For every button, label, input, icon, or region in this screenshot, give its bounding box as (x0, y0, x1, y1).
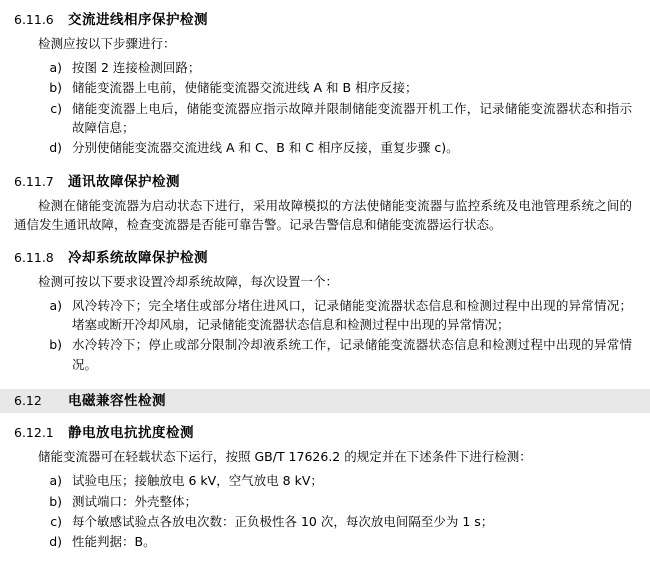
spacer (0, 413, 650, 424)
list-text: 性能判据：B。 (72, 534, 156, 550)
list-marker: d) (49, 534, 62, 550)
list-item (0, 138, 632, 157)
section-number: 6.11.8 (14, 249, 54, 265)
spacer (0, 235, 650, 249)
section-title: 交流进线相序保护检测 (68, 12, 208, 28)
list-item (0, 58, 632, 77)
list-item (0, 532, 632, 551)
list-item (0, 471, 632, 490)
list-marker: a) (49, 297, 62, 313)
list-item (0, 99, 632, 138)
list-text: 储能变流器上电前，使储能变流器交流进线 A 和 B 相序反接； (72, 80, 418, 96)
list-marker: b) (49, 80, 62, 96)
list-item (0, 335, 632, 374)
section-title: 静电放电抗扰度检测 (68, 425, 194, 442)
list-text: 储能变流器上电后，储能变流器应指示故障并限制储能变流器开机工作，记录储能变流器状态和指示故障信息； (72, 100, 632, 136)
list-marker: c) (50, 100, 62, 116)
section-intro-6-12-1: 储能变流器可在轻载状态下运行，按照 GB/T 17626.2 的规定并在下述条件下进行检测： (38, 449, 532, 465)
list-marker: d) (49, 140, 62, 156)
list-text: 水冷转冷下；停止或部分限制冷却液系统工作，记录储能变流器状态信息和检测过程中出现的异常情况。 (72, 337, 632, 372)
spacer (0, 375, 650, 389)
list-text: 测试端口：外壳整体； (72, 493, 198, 509)
list-marker: b) (49, 337, 62, 353)
section-list-6-12-1 (0, 471, 650, 552)
section-intro-6-11-6: 检测应按以下步骤进行： (38, 36, 176, 52)
section-heading-6-11-8 (0, 249, 650, 267)
section-title: 通讯故障保护检测 (68, 173, 180, 190)
section-intro-6-11-8: 检测可按以下要求设置冷却系统故障，每次设置一个： (38, 273, 339, 289)
list-text: 试验电压；接触放电 6 kV，空气放电 8 kV； (72, 473, 323, 489)
section-title: 电磁兼容性检测 (68, 393, 166, 410)
list-marker: b) (49, 493, 62, 509)
section-number: 6.12.1 (14, 425, 54, 441)
list-item (0, 512, 632, 531)
list-item (0, 492, 632, 511)
section-heading-6-11-6 (0, 11, 650, 29)
section-heading-6-12-1 (0, 424, 650, 442)
list-item (0, 296, 632, 335)
spacer (0, 159, 650, 173)
section-number: 6.12 (14, 393, 42, 409)
section-list-6-11-6 (0, 58, 650, 158)
spacer-top (0, 0, 650, 11)
list-marker: a) (49, 59, 62, 75)
section-heading-6-12 (0, 389, 650, 413)
list-text: 分别使储能变流器交流进线 A 和 C、B 和 C 相序反接，重复步骤 c)。 (72, 140, 459, 156)
section-title: 冷却系统故障保护检测 (68, 249, 208, 266)
section-number: 6.11.6 (14, 12, 54, 27)
section-intro-6-11-7: 检测在储能变流器为启动状态下进行，采用故障模拟的方法使储能变流器与监控系统及电池管理系统之间的通信发生通讯故障，检查变流器是否能可靠告警。记录告警信息和储能变流器运行状态。 (14, 198, 632, 232)
section-list-6-11-8 (0, 296, 650, 375)
list-text: 每个敏感试验点各放电次数：正负极性各 10 次，每次放电间隔至少为 1 s； (72, 513, 494, 529)
section-number: 6.11.7 (14, 173, 54, 189)
list-item (0, 78, 632, 97)
list-marker: a) (49, 473, 62, 489)
list-marker: c) (50, 513, 62, 529)
list-text: 按图 2 连接检测回路； (72, 59, 201, 75)
list-text: 风冷转冷下；完全堵住或部分堵住进风口，记录储能变流器状态信息和检测过程中出现的异常情况；堵塞或断开冷却风扇，记录储能变流器状态信息和检测过程中出现的异常情况； (72, 297, 632, 332)
section-heading-6-11-7 (0, 173, 650, 191)
